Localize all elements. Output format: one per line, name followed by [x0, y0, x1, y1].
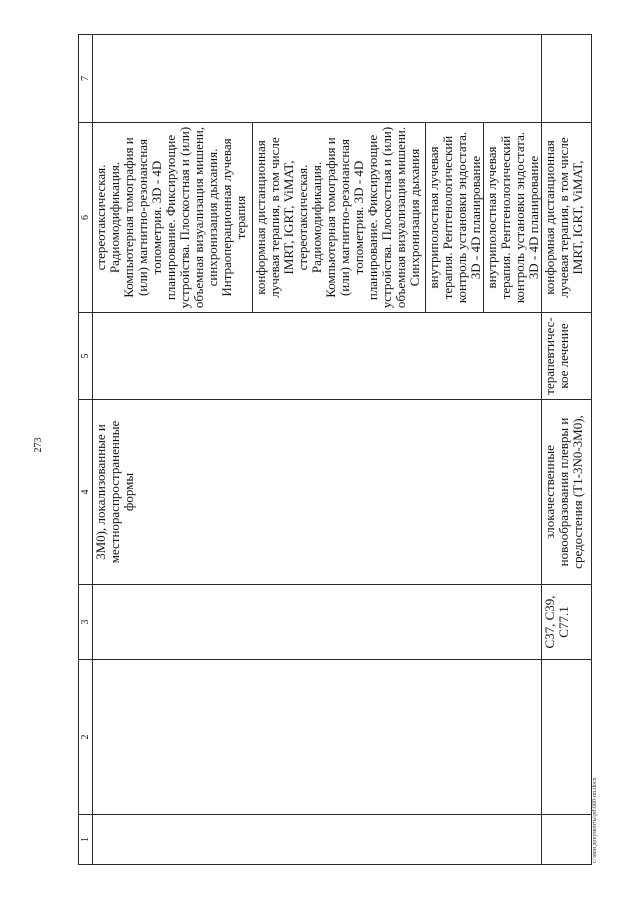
cell-r1-col3	[93, 585, 542, 660]
page-number: 273	[33, 437, 44, 453]
cell-r1-diagnosis: 3M0), локализованные и местнораспространенные формы	[93, 400, 542, 585]
file-path-footer: c:\мои документы\pd\660-пп.docx	[592, 777, 598, 863]
cell-r2-icd-codes: C37, C39, C77.1	[542, 585, 592, 660]
header-cell-3: 3	[79, 585, 93, 660]
treatment-methods-table	[78, 34, 592, 865]
header-cell-4: 4	[79, 400, 93, 585]
table-row	[93, 35, 253, 865]
cell-r1-method-3: внутриполостная лучевая терапия. Рентгенологический контроль установки эндостата. 3D - 4D планирование	[426, 123, 484, 313]
cell-r1-col7	[93, 35, 542, 123]
cell-r2-treatment-type: терапевтичес- кое лечение	[542, 313, 592, 400]
table-row	[542, 35, 592, 865]
header-cell-1: 1	[79, 815, 93, 865]
cell-r1-method-4: внутриполостная лучевая терапия. Рентгенологический контроль установки эндостата. 3D - 4D планирование	[484, 123, 542, 313]
cell-r1-method-1: стереотаксическая. Радиомодификация. Компьютерная томография и (или) магнитно-резонансная топометрия. 3D - 4D планирование. Фиксирующие устройства. Плоскостная и (или) объемная визуализация мишени, синхронизация дыхания. Интраоперационная лучевая терапия	[93, 123, 253, 313]
cell-r2-col1	[542, 815, 592, 865]
cell-r2-method-1: конформная дистанционная лучевая терапия, в том числе IMRT, IGRT, ViMAT,	[542, 123, 592, 313]
cell-r1-col5	[93, 313, 542, 400]
cell-r2-col2	[542, 660, 592, 815]
header-cell-7: 7	[79, 35, 93, 123]
cell-r1-col2	[93, 660, 542, 815]
cell-r2-diagnosis: злокачественные новообразования плевры и средостения (T1-3N0-3M0),	[542, 400, 592, 585]
header-cell-5: 5	[79, 313, 93, 400]
header-cell-2: 2	[79, 660, 93, 815]
header-cell-6: 6	[79, 123, 93, 313]
header-row	[79, 35, 93, 865]
cell-r2-col7	[542, 35, 592, 123]
cell-r1-method-2: конформная дистанционная лучевая терапия, в том числе IMRT, IGRT, ViMAT, стереотаксическая. Радиомодификация. Компьютерная томография и (или) магнитно-резонансная топометрия. 3D - 4D планирование. Фиксирующие устройства. Плоскостная и (или) объемная визуализация мишени. Синхронизация дыхания	[253, 123, 426, 313]
cell-r1-col1	[93, 815, 542, 865]
